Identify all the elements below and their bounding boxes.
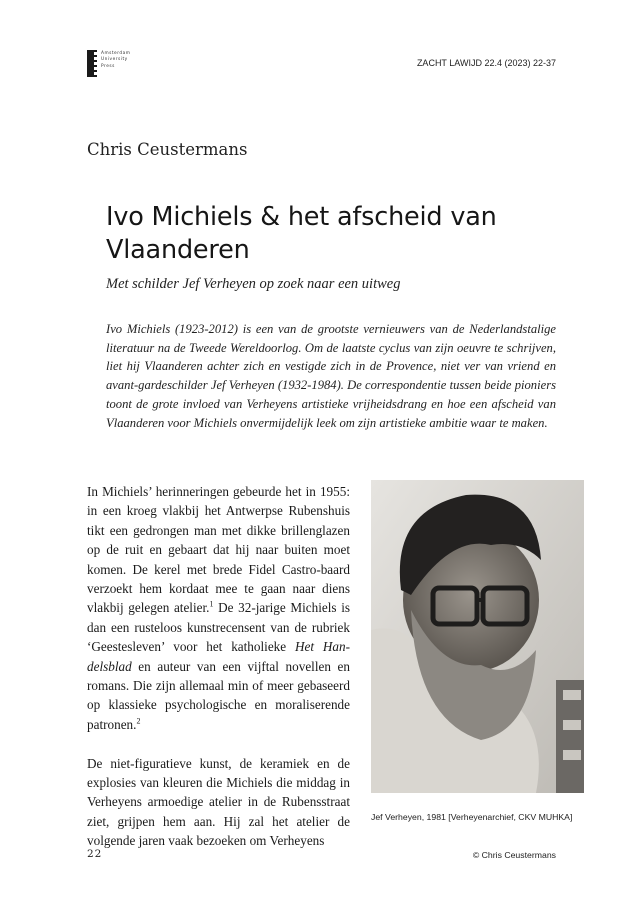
paragraph-1: In Michiels’ herinneringen gebeurde het in 1955: in een kroeg vlakbij het Antwerpse Rubenshuis tikt een gedrongen man met dikke brillenglazen op de ruit en gebaart dat hij naar buiten moet komen. De kerel met brede Fidel Castro-baard verzoekt hem kordaat mee te gaan naar diens vlakbij gelegen atelier.$^1$ De 32-jarige Michiels is dan een rusteloos kunstrecensent van de rubriek ‘Geestesleven’ voor het katholieke Het Handelsblad en auteur van een vijftal novellen en romans. Die zijn allemaal min of meer gebaseerd op klassieke psychologische en moraliserende patronen.$^2$	[87, 484, 350, 732]
article-title: Ivo Michiels & het afscheid van Vlaanderen	[106, 202, 497, 265]
portrait-illustration	[371, 480, 584, 793]
footnote-ref-1[interactable]: 1	[209, 600, 214, 610]
publisher-logo-teeth	[94, 50, 97, 77]
article-subtitle: Met schilder Jef Verheyen op zoek naar een uitweg	[106, 276, 401, 292]
figure-caption: Jef Verheyen, 1981 [Verheyenarchief, CKV MUHKA]	[371, 812, 573, 822]
publisher-logo-text: Amsterdam University Press	[101, 51, 131, 69]
portrait-photo	[371, 480, 584, 793]
footnote-ref-2[interactable]: 2	[136, 716, 141, 726]
journal-reference: ZACHT LAWIJD 22.4 (2023) 22-37	[416, 58, 556, 68]
body-text	[87, 482, 350, 870]
paragraph-2: De niet-figuratieve kunst, de keramiek en de explosies van kleuren die Michiels die middag in Verheyens armoedige atelier in de Rubensstraat ziet, grijpen hem aan. Hij zal het atelier de volgende jaren vaak bezoeken om Verheyens	[87, 755, 350, 849]
page-number: 22	[87, 848, 103, 860]
publication-name: Het Handelsblad	[87, 639, 350, 674]
article-abstract: Ivo Michiels (1923-2012) is een van de grootste vernieuwers van de Nederlandstalige literatuur na de Tweede Wereldoorlog. Om de laatste cyclus van zijn oeuvre te schrijven, liet hij Vlaanderen achter zich en vestigde zich in de Provence, niet ver van vriend en avant-gardeschilder Jef Verheyen (1932-1984). De correspondentie tussen beide pioniers toont de grote invloed van Verheyens artistieke vrijheidsdrang en hoe een afscheid van Vlaanderen voor Michiels onvermijdelijk leek om zijn artistieke ambitie waar te maken.	[106, 322, 556, 430]
article-author: Chris Ceustermans	[87, 140, 248, 159]
publisher-logo-mark	[87, 50, 94, 77]
copyright-notice: © Chris Ceustermans	[472, 850, 556, 860]
